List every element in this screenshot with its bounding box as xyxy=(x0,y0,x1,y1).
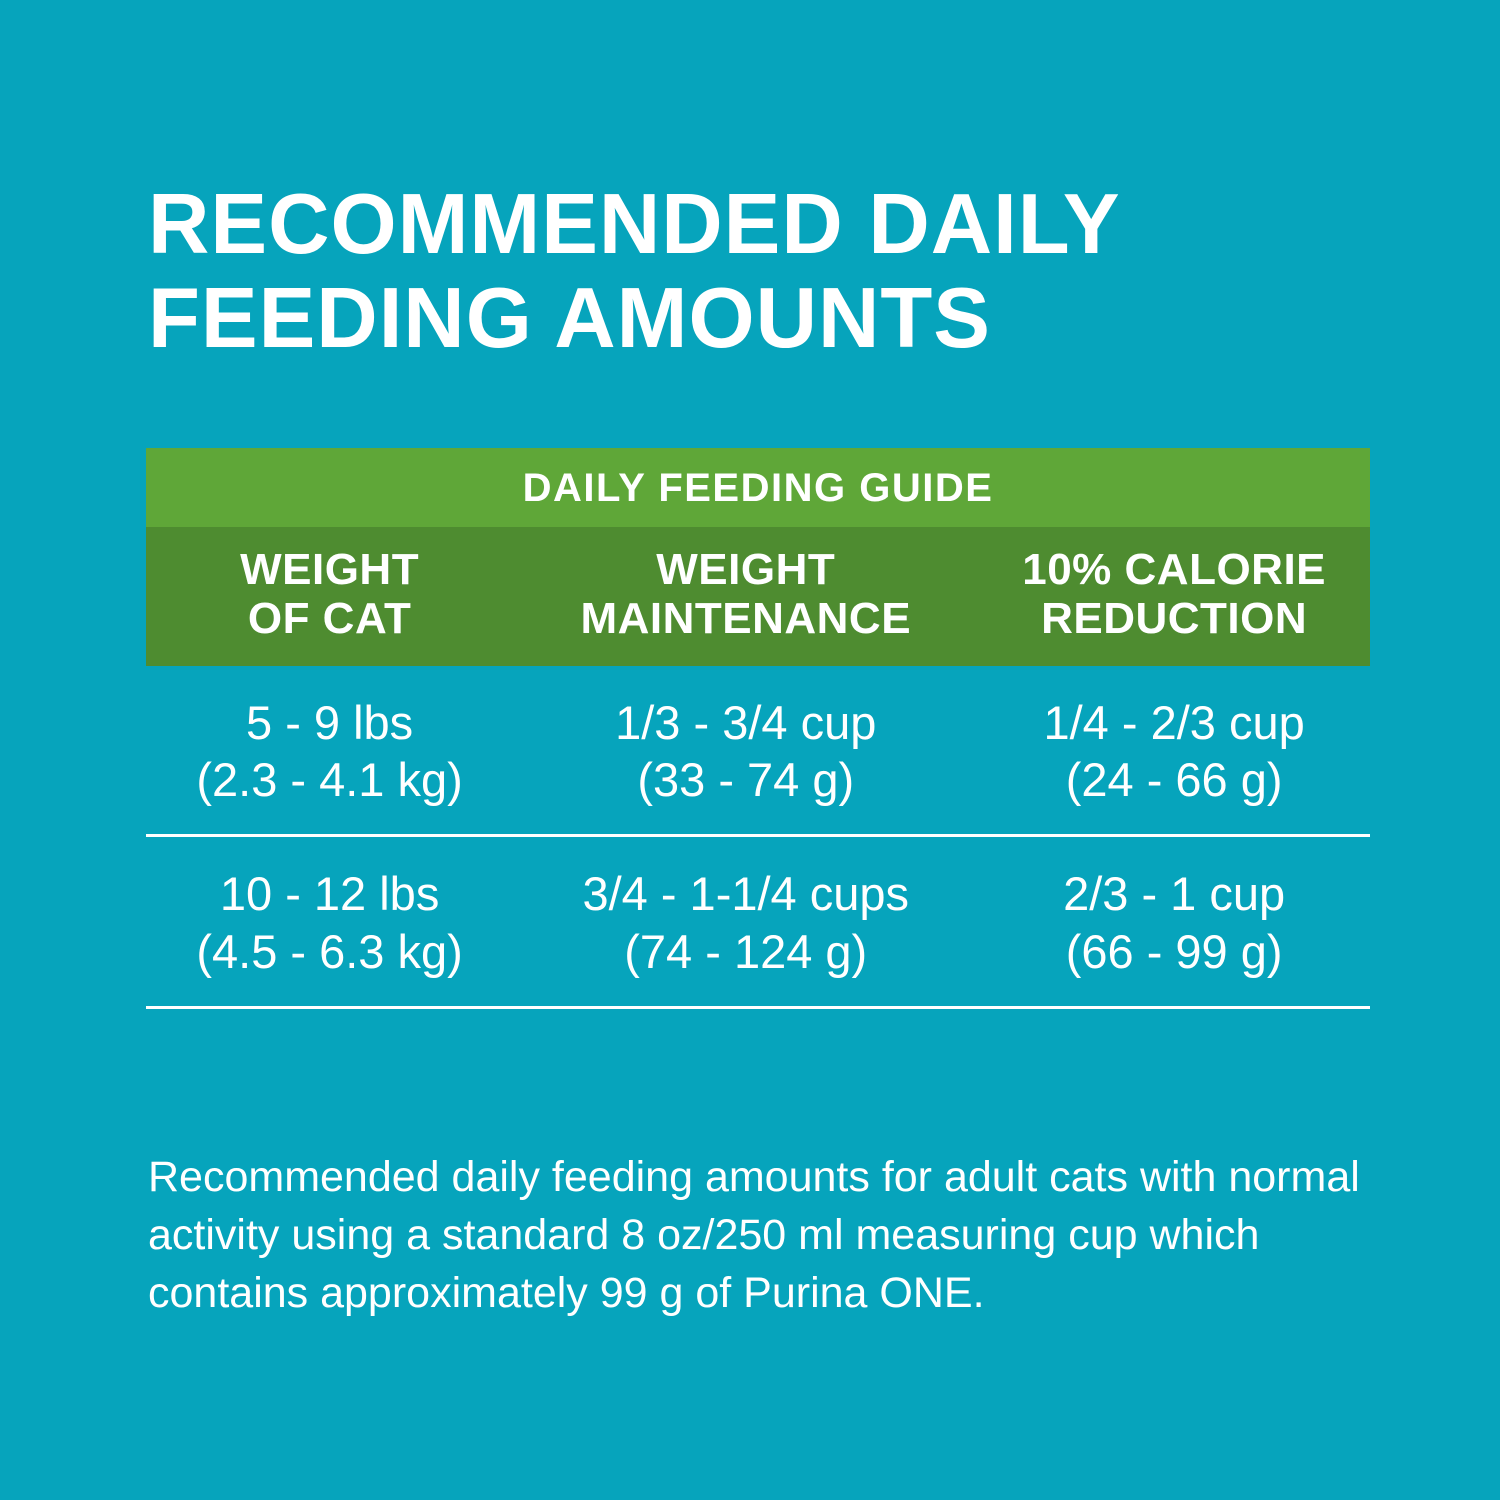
feeding-footnote: Recommended daily feeding amounts for adult cats with normal activity using a standard 8 oz/250 ml measuring cup which contains approximately 99 g of Purina ONE. xyxy=(148,1153,1360,1318)
cell-calorie-reduction: 1/4 - 2/3 cup (24 - 66 g) xyxy=(1043,695,1305,806)
column-header-weight-of-cat: WEIGHT OF CAT xyxy=(240,545,420,644)
table-row xyxy=(146,837,1370,1009)
cell-weight-of-cat: 10 - 12 lbs (4.5 - 6.3 kg) xyxy=(196,867,463,978)
cell-weight-maintenance: 3/4 - 1-1/4 cups (74 - 124 g) xyxy=(582,867,910,978)
table-header-row xyxy=(146,527,1370,666)
cell-calorie-reduction: 2/3 - 1 cup (66 - 99 g) xyxy=(1063,867,1286,978)
page-title: RECOMMENDED DAILY FEEDING AMOUNTS xyxy=(148,177,1120,366)
daily-feeding-guide-table xyxy=(146,448,1370,1009)
table-title: DAILY FEEDING GUIDE xyxy=(146,448,1370,527)
column-header-calorie-reduction: 10% CALORIE REDUCTION xyxy=(1022,545,1327,644)
cell-weight-of-cat: 5 - 9 lbs (2.3 - 4.1 kg) xyxy=(196,695,463,806)
cell-weight-maintenance: 1/3 - 3/4 cup (33 - 74 g) xyxy=(615,695,877,806)
column-header-weight-maintenance: WEIGHT MAINTENANCE xyxy=(580,545,912,644)
table-row xyxy=(146,666,1370,838)
